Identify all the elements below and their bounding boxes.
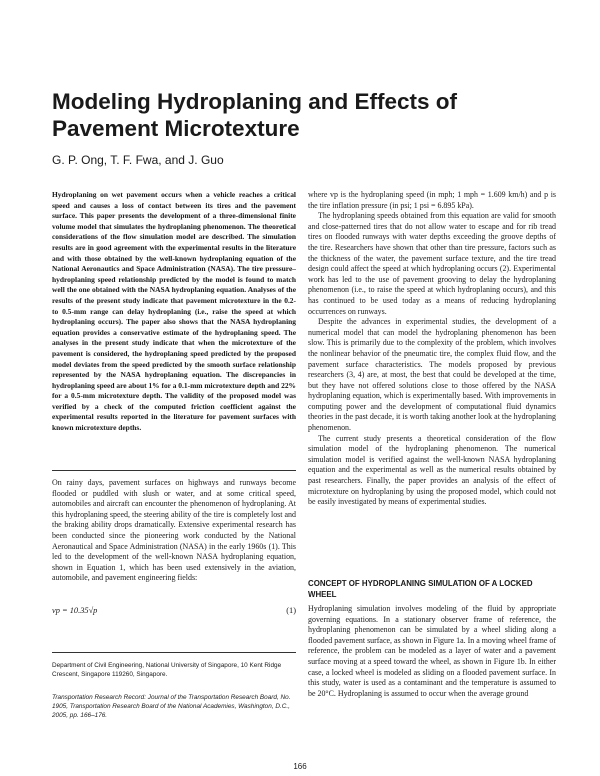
body-paragraph: The current study presents a theoretical consideration of the flow simulation model of the hydroplaning phenomenon. The numerical simulation model is verified against the well-known NASA hydroplaning equation and the experimental as well as the numerical results obtained by past researchers. Finally, the paper provides an analysis of the effect of microtexture on hydroplaning by using the proposed model, which could not be easily investigated by means of experimental studies. (308, 433, 556, 507)
equation-expression: vp = 10.35√p (52, 606, 98, 615)
footnote-citation: Transportation Research Record: Journal of the Transportation Research Board, No. 1905, Transportation Research Board of the National Academies, Washington, D.C., 2005, pp. 166–176. (52, 694, 291, 720)
equation-1 (52, 606, 296, 620)
intro-column-left (52, 478, 296, 584)
paper-title: Modeling Hydroplaning and Effects of Pavement Microtexture (52, 89, 457, 141)
body-paragraph: Despite the advances in experimental studies, the development of a numerical model that can model the hydroplaning phenomenon has been slow. This is primarily due to the complexity of the problem, which involves the nonlinear behavior of the pneumatic tire, the complex fluid flow, and the pavement surface characteristics. The models proposed by previous researchers (3, 4) are, at most, the best that could be developed at the time, but they have not offered solutions close to those offered by the NASA hydroplaning equation, which is experimentally based. With improvements in computing power and the development of computational fluid dynamics theories in the past decade, it is worth taking another look at the hydroplaning phenomenon. (308, 317, 556, 433)
abstract: Hydroplaning on wet pavement occurs when a vehicle reaches a critical speed and causes a loss of contact between its tires and the pavement surface. This paper presents the development of a three-dimensional finite volume model that simulates the hydroplaning phenomenon. The theoretical considerations of the flow simulation model are described. The simulation results are in good agreement with the experimental results in the literature and with those obtained by the well-known hydroplaning equation of the National Aeronautics and Space Administration (NASA). The tire pressure–hydroplaning speed relationship predicted by the model is found to match well the one obtained with the NASA hydroplaning equation. Analyses of the results of the present study indicate that pavement microtexture in the 0.2- to 0.5-mm range can delay hydroplaning (i.e., raise the speed at which hydroplaning occurs). The paper also shows that the NASA hydroplaning equation provides a conservative estimate of the hydroplaning speed. The analyses in the present study indicate that when the microtexture of the pavement is considered, the hydroplaning speed predicted by the proposed model deviates from the speed predicted by the smooth surface relationship represented by the NASA hydroplaning equation. The discrepancies in hydroplaning speed are about 1% for a 0.1-mm microtexture depth and 22% for a 0.5-mm microtexture depth. The validity of the proposed model was verified by a check of the computed friction coefficient against the experimental results reported in the literature for pavement surfaces with known microtexture depths. (52, 190, 296, 433)
section-paragraph: Hydroplaning simulation involves modeling of the fluid by appropriate governing equations. In a stationary observer frame of reference, the hydroplaning phenomenon can be simulated by a wheel sliding along a flooded pavement surface, as shown in Figure 1a. In a moving wheel frame of reference, the problem can be modeled as a layer of water and a pavement surface moving at a speed toward the wheel, as shown in Figure 1b. In either case, a locked wheel is modeled as sliding on a flooded pavement surface. In this study, water is used as a contaminant and the temperature is assumed to be 20°C. Hydroplaning is assumed to occur when the average ground (308, 604, 556, 698)
author-list: G. P. Ong, T. F. Fwa, and J. Guo (52, 153, 224, 167)
page-number: 166 (293, 762, 307, 771)
body-column-right (308, 190, 556, 508)
body-paragraph: where vp is the hydroplaning speed (in mph; 1 mph = 1.609 km/h) and p is the tire inflation pressure (in psi; 1 psi = 6.895 kPa). (308, 190, 556, 210)
footnote-divider (52, 652, 296, 653)
section-heading: CONCEPT OF HYDROPLANING SIMULATION OF A LOCKED WHEEL (308, 579, 533, 599)
abstract-divider (52, 470, 296, 471)
equation-number: (1) (286, 606, 296, 615)
footnote-affiliation: Department of Civil Engineering, National University of Singapore, 10 Kent Ridge Crescent, Singapore 119260, Singapore. (52, 662, 282, 679)
section-body (308, 604, 556, 699)
intro-paragraph: On rainy days, pavement surfaces on highways and runways become flooded or puddled with slush or water, and at some critical speed, automobiles and aircraft can encounter the phenomenon of hydroplaning. At this hydroplaning speed, the steering ability of the tire is completely lost and the braking ability drops dramatically. Extensive experimental research has been conducted since the pioneering work conducted by the National Aeronautical and Space Administration (NASA) in the early 1960s (1). This led to the development of the well-known NASA hydroplaning equation, shown in Equation 1, which has been used extensively in the aviation, automobile, and pavement engineering fields: (52, 478, 296, 583)
body-paragraph: The hydroplaning speeds obtained from this equation are valid for smooth and close-patterned tires that do not allow water to escape and for rib tread tires on flooded runways with water depths exceeding the groove depths of the tire. Researchers have shown that other than tire pressure, factors such as the thickness of the water, the pavement surface texture, and the tire tread design could affect the speed at which hydroplaning occurs (2). Experimental work has led to the use of pavement grooving to delay the hydroplaning phenomenon (i.e., to raise the speed at which hydroplaning occurs), and this has continued to be used today as a means of reducing hydroplaning occurrences on runways. (308, 211, 556, 316)
